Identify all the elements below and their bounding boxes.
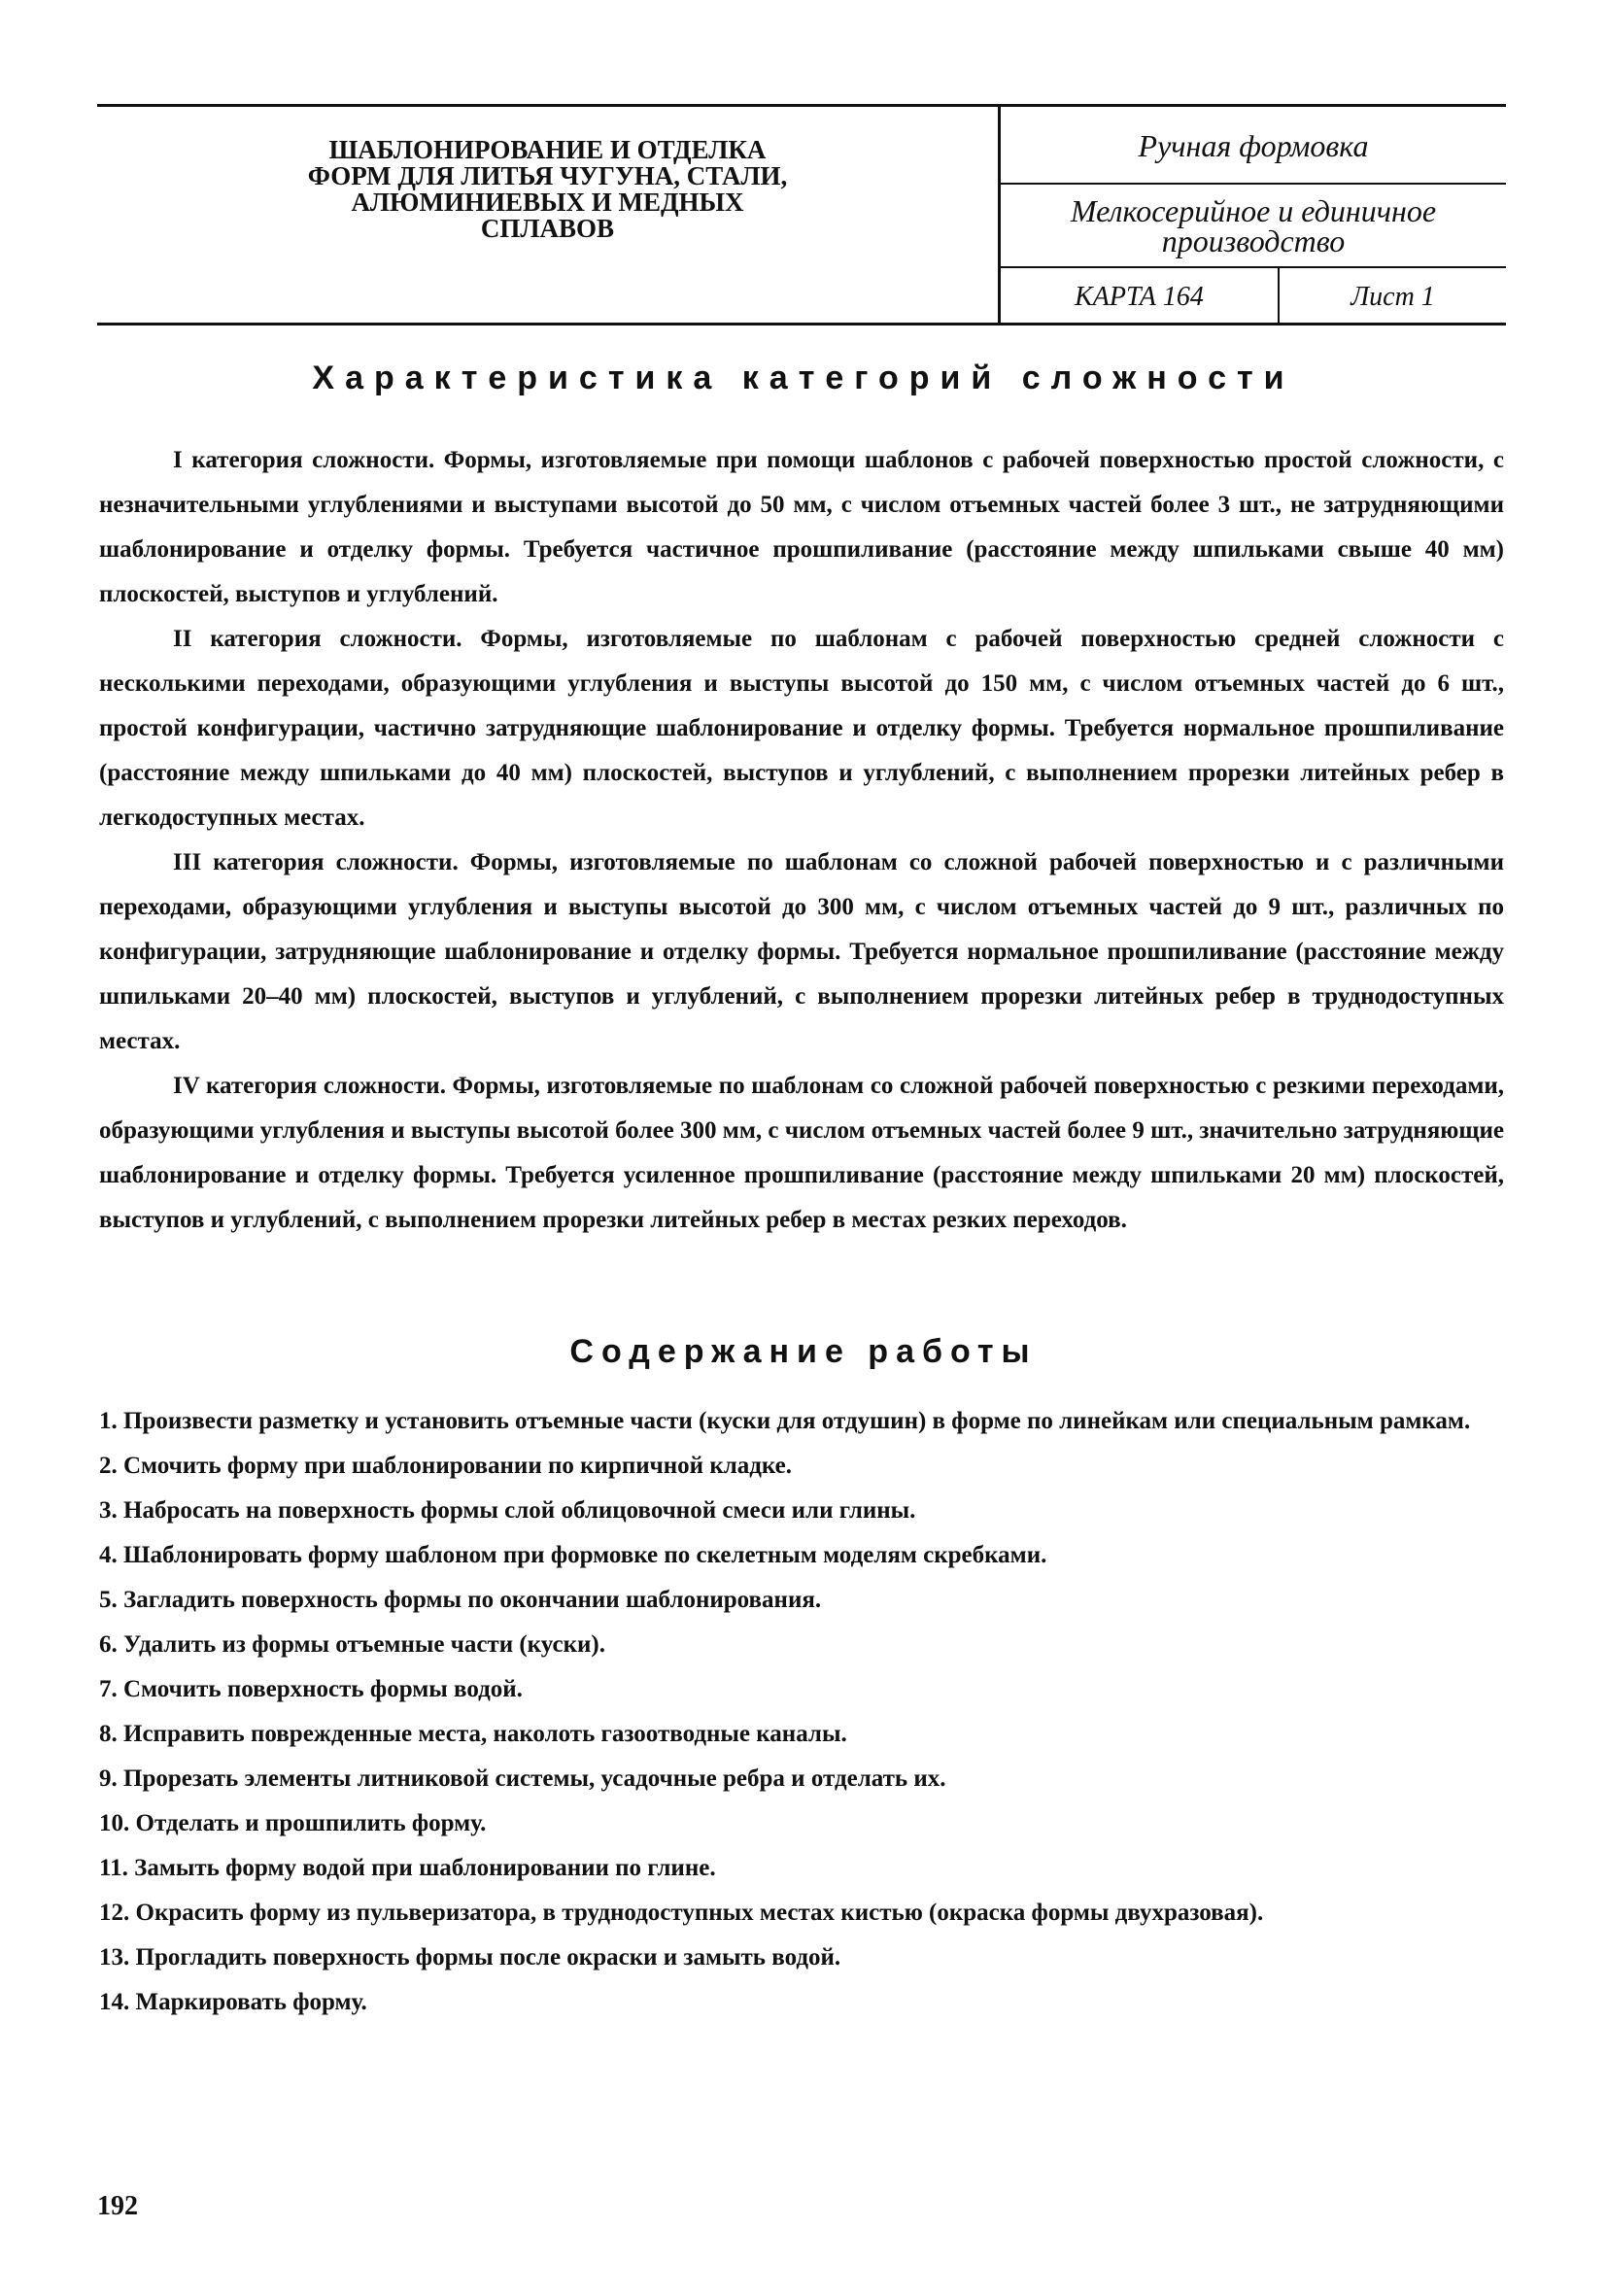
complexity-paragraph: IV категория сложности. Формы, изготовляемые по шаблонам со сложной рабочей поверхностью с резкими переходами, образующими углубления и выступы высотой более 300 мм, с числом отъемных частей более 9 шт., значительно затрудняющие шаблонирование и отделку формы. Требуется усиленное прошпиливание (расстояние между шпильками 20 мм) плоскостей, выступов и углублений, с выполнением прорезки литейных ребер в местах резких переходов.	[99, 1073, 1504, 1233]
work-content-heading: Содержание работы	[569, 1333, 1038, 1370]
work-step: 12. Окрасить форму из пульверизатора, в труднодоступных местах кистью (окраска формы двухразовая).	[99, 1900, 1264, 1926]
complexity-paragraph: III категория сложности. Формы, изготовляемые по шаблонам со сложной рабочей поверхностью и с различными переходами, образующими углубления и выступы высотой до 300 мм, с числом отъемных частей до 9 шт., различных по конфигурации, затрудняющие шаблонирование и отделку формы. Требуется нормальное прошпиливание (расстояние между шпильками 20–40 мм) плоскостей, выступов и углублений, с выполнением прорезки литейных ребер в труднодоступных местах.	[99, 849, 1504, 1054]
production-type-line: Мелкосерийное и единичное	[1070, 193, 1437, 228]
work-step: 9. Прорезать элементы литниковой системы, усадочные ребра и отделать их.	[99, 1765, 946, 1792]
complexity-paragraph: II категория сложности. Формы, изготовляемые по шаблонам с рабочей поверхностью средней сложности с несколькими переходами, образующими углубления и выступы высотой до 150 мм, с числом отъемных частей до 6 шт., простой конфигурации, частично затрудняющие шаблонирование и отделку формы. Требуется нормальное прошпиливание (расстояние между шпильками до 40 мм) плоскостей, выступов и углублений, с выполнением прорезки литейных ребер в легкодоступных местах.	[99, 626, 1504, 831]
header-info	[1001, 107, 1506, 323]
card-number: КАРТА 164	[1001, 268, 1280, 326]
production-type-line: производство	[1161, 223, 1346, 258]
work-step: 10. Отделать и прошпилить форму.	[99, 1810, 487, 1836]
work-step: 2. Смочить форму при шаблонировании по кирпичной кладке.	[99, 1453, 793, 1479]
work-steps-list	[99, 1399, 1504, 2025]
work-step: 6. Удалить из формы отъемные части (куски).	[99, 1631, 605, 1658]
characteristics-heading: Характеристика категорий сложности	[312, 360, 1295, 396]
card-row	[1001, 268, 1506, 326]
work-step: 13. Прогладить поверхность формы после окраски и замыть водой.	[99, 1944, 841, 1970]
complexity-paragraph: I категория сложности. Формы, изготовляемые при помощи шаблонов с рабочей поверхностью простой сложности, с незначительными углублениями и выступами высотой до 50 мм, с числом отъемных частей более 3 шт., не затрудняющими шаблонирование и отделку формы. Требуется частичное прошпиливание (расстояние между шпильками свыше 40 мм) плоскостей, выступов и углублений.	[99, 447, 1504, 607]
work-step: 3. Набросать на поверхность формы слой облицовочной смеси или глины.	[99, 1497, 916, 1524]
work-step: 5. Загладить поверхность формы по окончании шаблонирования.	[99, 1587, 822, 1613]
document-title-line: ШАБЛОНИРОВАНИЕ И ОТДЕЛКА	[328, 135, 767, 164]
document-title-line: ФОРМ ДЛЯ ЛИТЬЯ ЧУГУНА, СТАЛИ,	[307, 161, 788, 190]
document-title	[97, 107, 1001, 323]
document-title-line: СПЛАВОВ	[480, 214, 615, 243]
production-type	[1001, 185, 1506, 268]
work-step: 4. Шаблонировать форму шаблоном при формовке по скелетным моделям скребками.	[99, 1542, 1047, 1568]
work-step: 7. Смочить поверхность формы водой.	[99, 1676, 523, 1702]
work-step: 1. Произвести разметку и установить отъемные части (куски для отдушин) в форме по линейкам или специальным рамкам.	[99, 1408, 1471, 1434]
work-step: 11. Замыть форму водой при шаблонировании по глине.	[99, 1855, 716, 1881]
sheet-number: Лист 1	[1351, 282, 1435, 312]
page-number: 192	[97, 2191, 138, 2221]
complexity-descriptions	[99, 438, 1504, 1243]
document-title-line: АЛЮМИНИЕВЫХ И МЕДНЫХ	[351, 188, 744, 217]
work-step: 14. Маркировать форму.	[99, 1989, 367, 2015]
molding-method: Ручная формовка	[1001, 107, 1506, 185]
work-step: 8. Исправить поврежденные места, наколоть газоотводные каналы.	[99, 1721, 847, 1747]
header-table	[97, 104, 1506, 326]
